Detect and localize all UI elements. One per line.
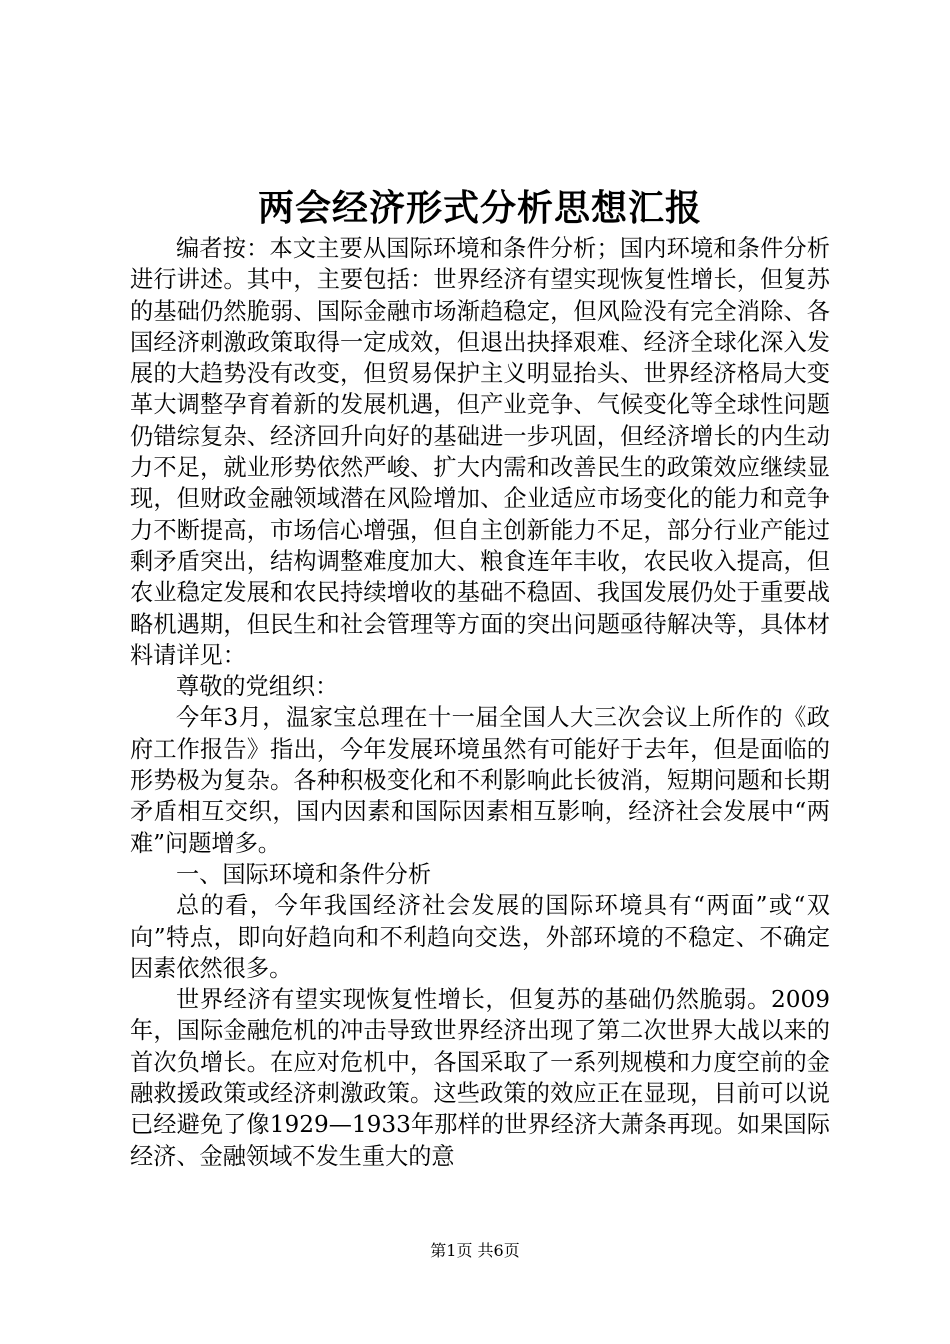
body-paragraph: 今年3月，温家宝总理在十一届全国人大三次会议上所作的《政府工作报告》指出，今年发展环境虽然有可能好于去年，但是面临的形势极为复杂。各种积极变化和不利影响此长彼消，短期问题和长期矛盾相互交织，国内因素和国际因素相互影响，经济社会发展中“两难”问题增多。 [130,704,830,857]
editor-note-paragraph: 编者按：本文主要从国际环境和条件分析；国内环境和条件分析进行讲述。其中，主要包括：世界经济有望实现恢复性增长，但复苏的基础仍然脆弱、国际金融市场渐趋稳定，但风险没有完全消除、各国经济刺激政策取得一定成效，但退出抉择艰难、经济全球化深入发展的大趋势没有改变，但贸易保护主义明显抬头、世界经济格局大变革大调整孕育着新的发展机遇，但产业竞争、气候变化等全球性问题仍错综复杂、经济回升向好的基础进一步巩固，但经济增长的内生动力不足，就业形势依然严峻、扩大内需和改善民生的政策效应继续显现，但财政金融领域潜在风险增加、企业适应市场变化的能力和竞争力不断提高，市场信心增强，但自主创新能力不足，部分行业产能过剩矛盾突出，结构调整难度加大、粮食连年丰收，农民收入提高，但农业稳定发展和农民持续增收的基础不稳固、我国发展仍处于重要战略机遇期，但民生和社会管理等方面的突出问题亟待解决等，具体材料请详见： [130,235,830,669]
page-number-footer: 第1页 共6页 [430,1241,520,1260]
document-title: 两会经济形式分析思想汇报 [257,187,702,229]
salutation-paragraph: 尊敬的党组织： [176,673,339,701]
body-paragraph: 世界经济有望实现恢复性增长，但复苏的基础仍然脆弱。2009年，国际金融危机的冲击导致世界经济出现了第二次世界大战以来的首次负增长。在应对危机中，各国采取了一系列规模和力度空前的金融救援政策或经济刺激政策。这些政策的效应正在显现，目前可以说已经避免了像1929—1933年那样的世界经济大萧条再现。如果国际经济、金融领域不发生重大的意 [130,986,830,1170]
document-body [130,233,830,1172]
section-heading: 一、国际环境和条件分析 [176,860,432,888]
body-paragraph: 总的看，今年我国经济社会发展的国际环境具有“两面”或“双向”特点，即向好趋向和不利趋向交迭，外部环境的不稳定、不确定因素依然很多。 [130,892,830,982]
